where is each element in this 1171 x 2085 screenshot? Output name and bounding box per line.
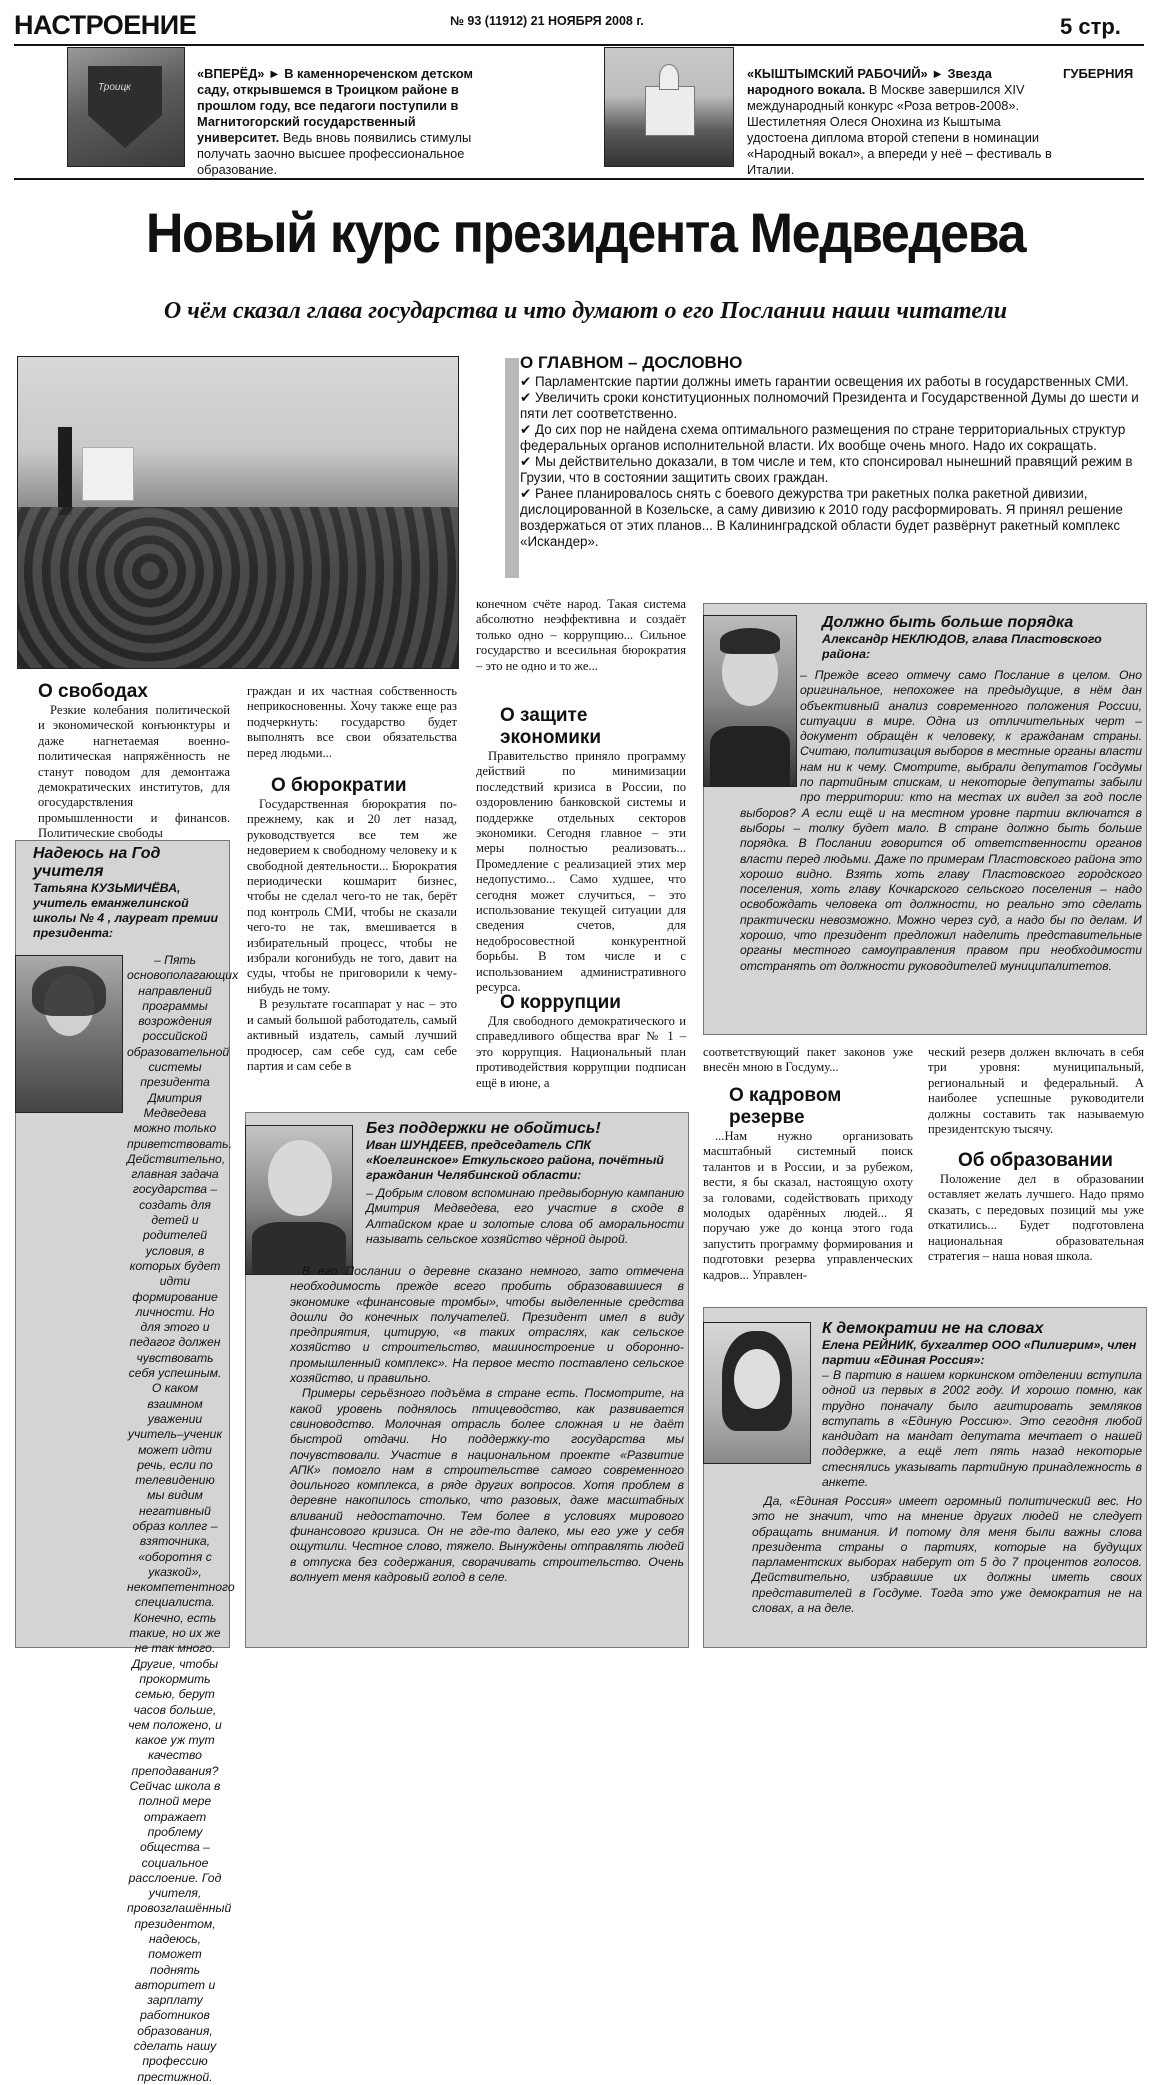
opinion-neklyudov-title: Должно быть больше порядка [822,614,1074,631]
section-bureaucracy [247,775,457,1074]
teaser-rule [14,178,1144,180]
teaser-1-lead: В каменнореченском детском саду, открывшемся в Троицком районе в прошлом году, все педагоги поступили в Магнитогорский государственный университет. [197,66,473,145]
opinion-kuzmicheva-title: Надеюсь на Год учителя [33,845,161,880]
reynik-photo [703,1322,811,1464]
section-education-text: Положение дел в образовании оставляет желать лучшего. Надо прямо сказать, с передовых позиций мы уже откатились... Будет подготовлена национальная образовательная стратегия – наша новая школа. [928,1172,1144,1264]
section-corruption-text: Для свободного демократического и справедливого общества враг № 1 – это коррупция. Национальный план противодействия коррупции подписан ещё в июне, а [476,1014,686,1090]
page-number: 5 стр. [1060,14,1121,39]
section-bureaucracy-text2: В результате госаппарат у нас – это и самый большой работодатель, самый активный издатель, самый лучший продюсер, сам себе суд, сам себе партия и сам себе в [247,997,457,1073]
section-corruption [476,992,686,1091]
issue-info: № 93 (11912) 21 НОЯБРЯ 2008 г. [450,14,644,28]
neklyudov-text-wrap [740,668,1142,1030]
teaser-2-lead: Звезда народного вокала. [747,66,992,97]
section-economy [476,705,686,996]
opinion-reynik-header [822,1320,1142,1368]
opinion-reynik-text1: – В партию в нашем коркинском отделении вступила одной из первых в 2002 году. И хорошо помню, как трудно поначалу было агитировать земляков вступать в «Единую Россию». Это сегодня любой кандидат на мандат депутата мечтает о нашей поддержке, а ещё лет пять назад некоторые стеснялись указывать партийную принадлежность в анкете. [822,1368,1142,1490]
header-rule [14,44,1144,46]
section-freedoms [38,681,230,842]
section-education-title: Об образовании [958,1150,1113,1171]
opinion-kuzmicheva-author: Татьяна КУЗЬМИЧЁВА, учитель еманжелинской школы № 4 , лауреат премии президента: [33,881,219,940]
main-quote-text: Парламентские партии должны иметь гарантии освещения их работы в государственных СМИ. [534,374,1129,389]
main-quote-item [520,486,1150,550]
section-masthead [14,12,246,42]
section-bureaucracy-cont-text: конечном счёте народ. Такая система абсолютно неэффективна и создаёт только одно – коррупцию... Сильное государство и всесильная бюрократия – это не одно и то же... [476,597,686,673]
region-label: ГУБЕРНИЯ [1063,66,1134,81]
section-reserve-cont-text: ческий резерв должен включать в себя три уровня: муниципальный, региональный и федеральный. А наиболее успешные руководители должны составить так называемую президентскую тысячу. [928,1045,1144,1137]
main-quote-text: До сих пор не найдена схема оптимального размещения по стране территориальных структур федеральных органов исполнительной власти. Их вообще очень много. Надо их сокращать. [520,422,1126,453]
check-icon: ✔ [520,422,532,437]
opinion-kuzmicheva-text: – Пять основополагающих направлений программы возрождения российской образовательной системы президента Дмитрия Медведева можно только приветствовать. Действительно, главная задача государства – создать для детей и родителей условия, в которых будет идти формирование личности. Но для этого и педагог должен чувствовать себя успешным. О каком взаимном уважении учитель–ученик может идти речь, если по телевидению мы видим негативный образ коллег – взяточника, «оборотня с указкой», некомпетентного специалиста. Конечно, есть такие, но их же не так много. Другие, чтобы прокормить семью, берут часов больше, чем положено, и какое уж тут качество преподавания? Сейчас школа в полной мере отражает проблему общества – социальное расслоение. Год учителя, провозглашённый президентом, надеюсь, поможет поднять авторитет и зарплату работников образования, сделать нашу профессию престижной. [127,953,239,2084]
section-bureaucracy-text1: Государственная бюрократия по-прежнему, как и 20 лет назад, руководствуется все тем же недоверием к свободному человеку и к свободной деятельности... Бюрократия периодически кошмарит бизнес, чтобы не сделал чего-то не так, берёт под контроль СМИ, чтобы не сказали чего-то не так, вмешивается в избирательный процесс, чтобы не избрали когонибудь не того, давит на суды, чтобы не приговорили к чему-нибудь не тому. [247,797,457,996]
teaser-photo-monument [67,47,185,167]
arrow-icon: ► [267,66,281,81]
section-economy-title: О защите экономики [500,705,602,748]
opinion-neklyudov-text: – Прежде всего отмечу само Послание в целом. Оно оригинальное, непохожее на предыдущие, в нём дан объективный анализ современного положения России, ситуации в мире. Одна из отличительных черт – документ обращён к человеку, к гражданам страны. Считаю, политизация выборов в местные органы власти нам ни к чему. Смотрите, выбрали депутатов Госдумы по партийным спискам, и некоторые депутаты забыли про территории: кто на местах их видел за год после выборов? А если ещё и на местном уровне партии включатся в выборы – толку будет мало. В стране должно быть больше порядка. В Послании говорится об ответственности органов власти перед людьми. Даже по примерам Пластовского района это хорошо видно. Взять хоть главу Пластовского городского поселения, хоть главу Кочкарского сельского поселения – надо освобождать человека от должности, но реально это сделать практически невозможно. Можно через суд, а надо бы по делам. И хорошо, что президент предложил наделить представительные органы местного самоуправления правом при необходимости отстранять от должности руководителей муниципалитетов. [740,668,1142,973]
teaser-2-source: «КЫШТЫМСКИЙ РАБОЧИЙ» [747,66,928,81]
shundeev-photo [245,1125,353,1275]
section-reserve-title: О кадровом резерве [729,1085,842,1128]
arrow-icon: ► [931,66,944,81]
section-reserve-cont [928,1045,1144,1137]
teaser-1-source: «ВПЕРЁД» [197,66,265,81]
teaser-1-text: Ведь вновь появились стимулы получать заочно высшее профессиональное образование. [197,130,472,177]
teaser-2 [747,66,1057,178]
section-freedoms-cont-text: граждан и их частная собственность неприкосновенны. Хочу также еще раз подчеркнуть: государство будет выполнять все свои обязательства перед людьми... [247,684,457,760]
teaser-2-text: В Москве завершился XIV международный конкурс «Роза ветров-2008». Шестилетняя Олеся Онохина из Кыштыма удостоена диплома второй степени в номинации «Народный вокал», а впереди у неё – фестиваль в Италии. [747,82,1052,177]
main-quote-item [520,422,1150,454]
section-bureaucracy-cont [476,597,686,674]
teaser-photo-church [604,47,734,167]
opinion-kuzmicheva-header [33,845,223,941]
section-corruption-cont [703,1045,913,1076]
section-freedoms-cont [247,684,457,761]
opinion-shundeev-text2: В его Послании о деревне сказано немного, зато отмечена необходимость прежде всего пробить образовавшиеся в экономике «финансовые тромбы», чтобы выделенные средства дошли до конечных получателей. Президент имел в виду предприятия, цитирую, «в таких отраслях, как сельское хозяйство и строительство, машиностроение и оборонно-промышленный комплекс». На первое место поставлено сельское хозяйство, и правильно. [290,1264,684,1386]
main-quote-text: Мы действительно доказали, в том числе и тем, кто спонсировал нынешний правящий режим в Грузии, что в состоянии защитить своих граждан. [520,454,1133,485]
main-quote-item [520,374,1150,390]
subheadline: О чём сказал глава государства и что думают о его Послании наши читатели [163,298,1008,324]
reynik-text-top [822,1368,1142,1490]
main-quote-item [520,454,1150,486]
section-title: НАСТРОЕНИЕ [14,10,197,40]
kuzmicheva-text-wrap [127,953,239,2084]
opinion-shundeev-text1: – Добрым словом вспоминаю предвыборную кампанию Дмитрия Медведева, его участие в сходе в Алтайском крае и золотые слова об аморальности называть сельское хозяйство чёрной дырой. [366,1186,684,1246]
main-quotes-box [520,352,1150,550]
section-bureaucracy-title: О бюрократии [271,775,407,796]
opinion-reynik-title: К демократии не на словах [822,1320,1044,1337]
teaser-1 [197,66,497,178]
kremlin-hall-photo [17,356,459,669]
shundeev-text-top [366,1186,684,1247]
section-reserve-text: ...Нам нужно организовать масштабный системный поиск талантов и в России, и за рубежом, вести, я бы сказал, настоящую охоту за головами, содействовать приходу молодых одарённых людей... Я поручаю уже до конца этого года запустить программу формирования и подготовки резерва управленческих кадров... Управлен- [703,1129,913,1282]
check-icon: ✔ [520,374,532,389]
check-icon: ✔ [520,454,532,469]
section-economy-text: Правительство приняло программу действий по минимизации последствий кризиса в России, по оздоровлению банковской системы и поддержке отдельных секторов экономики. Сегодня главное – эти меры полностью реализовать... Промедление с реализацией этих мер недопустимо... Само худшее, что сегодня может случиться, – это использование текущей ситуации для сведения счетов, для недобросовестной конкурентной борьбы. В том числе и с использованием административного ресурса. [476,749,686,995]
opinion-shundeev-author: Иван ШУНДЕЕВ, председатель СПК «Коелгинское» Еткульского района, почётный гражданин Челябинской области: [366,1138,664,1182]
opinion-shundeev-header [366,1120,684,1183]
reynik-text-body [752,1494,1142,1616]
shundeev-text-body [290,1264,684,1585]
main-quote-item [520,390,1150,422]
section-freedoms-title: О свободах [38,681,148,702]
opinion-reynik-author: Елена РЕЙНИК, бухгалтер ООО «Пилигрим», член партии «Единая Россия»: [822,1338,1137,1367]
opinion-shundeev-text3: Примеры серьёзного подъёма в стране есть. Посмотрите, на какой уровень поднялось птицеводство, как развивается свиноводство. Молочная отрасль более сложная и не даёт быстрой отдачи. Но поддержку-то государства мы почувствовали. Участие в национальном проекте «Развитие АПК» помогло нам в строительстве самого современного доильного комплекса, в ряде других вопросов. Хотя проблем в деревне накопилось столько, что разовых, даже масштабных вливаний недостаточно. Тем более в условиях мирового финансового кризиса. Он не где-то далеко, мы его уже у себя ощутили. Честное слово, тяжело. Вынуждены отправлять людей в отпуска без содержания, сворачивать строительство. Очень волнует меня кадровый голод в селе. [290,1386,684,1584]
check-icon: ✔ [520,390,532,405]
check-icon: ✔ [520,486,532,501]
section-corruption-cont-text: соответствующий пакет законов уже внесён мною в Госдуму... [703,1045,913,1075]
kuzmicheva-photo [15,955,123,1113]
section-education [928,1150,1144,1264]
headline: Новый курс президента Медведева [145,201,1026,264]
section-corruption-title: О коррупции [500,992,621,1013]
main-quotes-title: О ГЛАВНОМ – ДОСЛОВНО [520,353,743,372]
main-quote-text: Ранее планировалось снять с боевого дежурства три ракетных полка ракетной дивизии, дислоцированной в Козельске, а саму дивизию к 2010 году расформировать. Я принял решение воздержаться от этих планов... В Калининградской области будет развёрнут ракетный комплекс «Искандер». [520,486,1123,549]
main-quote-text: Увеличить сроки конституционных полномочий Президента и Государственной Думы до шести и пяти лет соответственно. [520,390,1139,421]
section-reserve [703,1085,913,1283]
monument-sign: Троицк [98,82,131,93]
opinion-shundeev-title: Без поддержки не обойтись! [366,1120,601,1137]
section-freedoms-text: Резкие колебания политической и экономической конъюнктуры и даже нагнетаемая военно-политическая напряжённость не станут поводом для демонтажа демократических институтов, для огосударствления промышленности и финансов. Политические свободы [38,703,230,841]
opinion-neklyudov-author: Александр НЕКЛЮДОВ, глава Пластовского района: [822,632,1102,661]
opinion-neklyudov-header [822,614,1142,662]
quote-box-stripe [505,358,519,578]
opinion-reynik-text2: Да, «Единая Россия» имеет огромный политический вес. Но это не значит, что на мнение других людей не следует обращать внимания. И потому для меня были важны слова президента страны о партиях, которые на будущих парламентских выборах наберут от 5 до 7 процентов голосов. Действительно, избравшие их должны иметь своих представителей в Госдуме. Тогда это уже демократия не на словах, а на деле. [752,1494,1142,1616]
